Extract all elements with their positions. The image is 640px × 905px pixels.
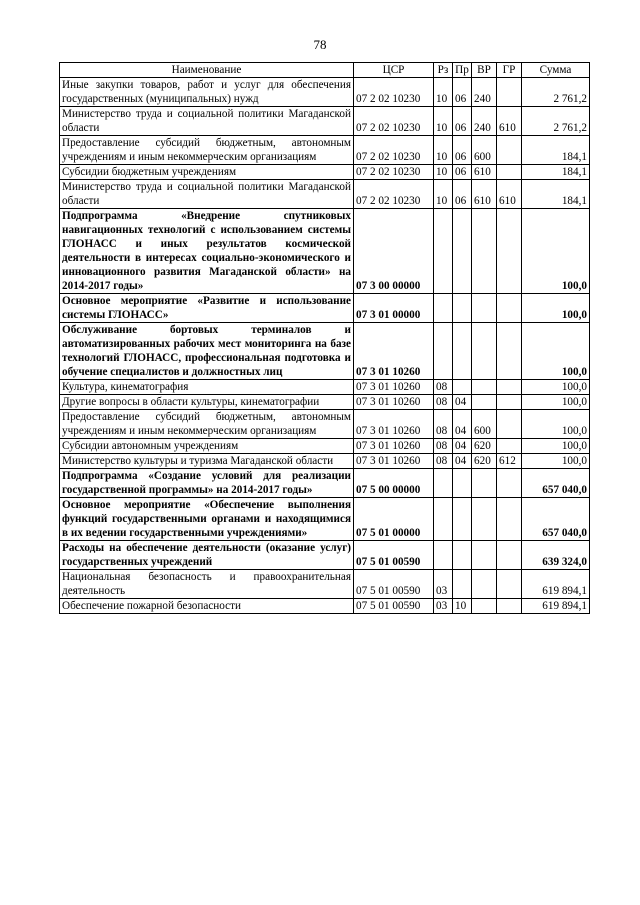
cell-rz: 03 <box>434 570 453 599</box>
cell-gr <box>497 323 522 380</box>
cell-name: Министерство труда и социальной политики Магаданской области <box>60 107 354 136</box>
cell-pr: 06 <box>453 136 472 165</box>
cell-csr: 07 3 01 10260 <box>354 380 434 395</box>
column-header-name: Наименование <box>60 63 354 78</box>
cell-pr <box>453 294 472 323</box>
cell-gr <box>497 469 522 498</box>
cell-name: Основное мероприятие «Обеспечение выполнения функций государственными органами и находящимися в их ведении государственными учреждениями» <box>60 498 354 541</box>
page-number: 78 <box>313 37 327 52</box>
column-header-gr: ГР <box>497 63 522 78</box>
cell-gr <box>497 498 522 541</box>
cell-csr: 07 2 02 10230 <box>354 78 434 107</box>
cell-name: Министерство труда и социальной политики Магаданской области <box>60 180 354 209</box>
cell-vr <box>472 395 497 410</box>
table-row <box>60 454 590 469</box>
table-row <box>60 107 590 136</box>
cell-gr <box>497 541 522 570</box>
cell-sum: 100,0 <box>522 395 590 410</box>
cell-name: Иные закупки товаров, работ и услуг для обеспечения государственных (муниципальных) нужд <box>60 78 354 107</box>
cell-rz: 10 <box>434 107 453 136</box>
cell-csr: 07 3 01 10260 <box>354 439 434 454</box>
cell-csr: 07 2 02 10230 <box>354 180 434 209</box>
budget-table <box>59 62 590 614</box>
column-header-rz: Рз <box>434 63 453 78</box>
table-row <box>60 541 590 570</box>
cell-gr <box>497 78 522 107</box>
cell-sum: 100,0 <box>522 209 590 294</box>
cell-csr: 07 2 02 10230 <box>354 136 434 165</box>
cell-vr: 240 <box>472 78 497 107</box>
cell-gr <box>497 570 522 599</box>
cell-rz <box>434 294 453 323</box>
cell-name: Расходы на обеспечение деятельности (оказание услуг) государственных учреждений <box>60 541 354 570</box>
cell-rz: 08 <box>434 410 453 439</box>
cell-rz: 08 <box>434 395 453 410</box>
table-row <box>60 136 590 165</box>
cell-rz: 08 <box>434 454 453 469</box>
cell-gr: 610 <box>497 180 522 209</box>
cell-name: Подпрограмма «Создание условий для реализации государственной программы» на 2014-2017 годы» <box>60 469 354 498</box>
cell-pr: 04 <box>453 439 472 454</box>
cell-gr: 612 <box>497 454 522 469</box>
cell-gr <box>497 209 522 294</box>
cell-sum: 100,0 <box>522 454 590 469</box>
cell-pr: 04 <box>453 454 472 469</box>
column-header-pr: Пр <box>453 63 472 78</box>
table-row <box>60 180 590 209</box>
cell-sum: 100,0 <box>522 410 590 439</box>
cell-gr <box>497 395 522 410</box>
cell-csr: 07 3 01 10260 <box>354 410 434 439</box>
cell-rz: 08 <box>434 380 453 395</box>
cell-vr: 610 <box>472 165 497 180</box>
cell-csr: 07 5 01 00590 <box>354 570 434 599</box>
column-header-csr: ЦСР <box>354 63 434 78</box>
table-row <box>60 469 590 498</box>
cell-vr: 610 <box>472 180 497 209</box>
cell-pr: 06 <box>453 180 472 209</box>
cell-pr: 04 <box>453 410 472 439</box>
cell-pr <box>453 380 472 395</box>
cell-name: Подпрограмма «Внедрение спутниковых навигационных технологий с использованием системы ГЛОНАСС и иных результатов космической деятельности в интересах социально-экономического и инновационного развития Магаданской области» на 2014-2017 годы» <box>60 209 354 294</box>
table-row <box>60 439 590 454</box>
cell-sum: 184,1 <box>522 165 590 180</box>
cell-name: Субсидии автономным учреждениям <box>60 439 354 454</box>
cell-csr: 07 3 00 00000 <box>354 209 434 294</box>
cell-csr: 07 3 01 10260 <box>354 454 434 469</box>
cell-gr <box>497 136 522 165</box>
cell-name: Основное мероприятие «Развитие и использование системы ГЛОНАСС» <box>60 294 354 323</box>
cell-csr: 07 5 01 00590 <box>354 541 434 570</box>
cell-rz: 08 <box>434 439 453 454</box>
cell-rz <box>434 498 453 541</box>
cell-sum: 657 040,0 <box>522 469 590 498</box>
cell-name: Субсидии бюджетным учреждениям <box>60 165 354 180</box>
table-row <box>60 410 590 439</box>
cell-name: Предоставление субсидий бюджетным, автономным учреждениям и иным некоммерческим организациям <box>60 410 354 439</box>
table-row <box>60 209 590 294</box>
table-row <box>60 165 590 180</box>
cell-pr: 06 <box>453 78 472 107</box>
cell-pr: 10 <box>453 599 472 614</box>
cell-rz: 03 <box>434 599 453 614</box>
cell-vr <box>472 294 497 323</box>
cell-pr: 06 <box>453 107 472 136</box>
cell-rz: 10 <box>434 180 453 209</box>
cell-sum: 100,0 <box>522 294 590 323</box>
cell-pr <box>453 469 472 498</box>
cell-vr: 620 <box>472 454 497 469</box>
cell-vr <box>472 541 497 570</box>
cell-pr <box>453 209 472 294</box>
cell-sum: 100,0 <box>522 439 590 454</box>
cell-gr <box>497 294 522 323</box>
cell-name: Обслуживание бортовых терминалов и автоматизированных рабочих мест мониторинга на базе технологий ГЛОНАСС, профессиональная подготовка и обучение специалистов и должностных лиц <box>60 323 354 380</box>
cell-csr: 07 3 01 00000 <box>354 294 434 323</box>
cell-sum: 619 894,1 <box>522 570 590 599</box>
cell-csr: 07 5 01 00590 <box>354 599 434 614</box>
cell-csr: 07 2 02 10230 <box>354 165 434 180</box>
cell-name: Обеспечение пожарной безопасности <box>60 599 354 614</box>
cell-gr <box>497 380 522 395</box>
cell-rz: 10 <box>434 78 453 107</box>
cell-name: Другие вопросы в области культуры, кинематографии <box>60 395 354 410</box>
cell-gr <box>497 439 522 454</box>
cell-name: Национальная безопасность и правоохранительная деятельность <box>60 570 354 599</box>
cell-csr: 07 5 00 00000 <box>354 469 434 498</box>
table-header-row <box>60 63 590 78</box>
cell-vr <box>472 380 497 395</box>
cell-sum: 184,1 <box>522 136 590 165</box>
cell-vr: 620 <box>472 439 497 454</box>
cell-vr <box>472 599 497 614</box>
cell-sum: 2 761,2 <box>522 107 590 136</box>
cell-vr: 600 <box>472 136 497 165</box>
cell-gr <box>497 599 522 614</box>
table-row <box>60 395 590 410</box>
cell-vr <box>472 209 497 294</box>
cell-gr <box>497 165 522 180</box>
cell-name: Культура, кинематография <box>60 380 354 395</box>
cell-sum: 184,1 <box>522 180 590 209</box>
cell-pr: 06 <box>453 165 472 180</box>
cell-csr: 07 2 02 10230 <box>354 107 434 136</box>
table-row <box>60 498 590 541</box>
cell-rz <box>434 323 453 380</box>
cell-csr: 07 3 01 10260 <box>354 395 434 410</box>
cell-sum: 100,0 <box>522 323 590 380</box>
table-row <box>60 570 590 599</box>
cell-sum: 657 040,0 <box>522 498 590 541</box>
table-row <box>60 323 590 380</box>
cell-name: Министерство культуры и туризма Магаданской области <box>60 454 354 469</box>
table-row <box>60 380 590 395</box>
cell-pr <box>453 498 472 541</box>
cell-sum: 619 894,1 <box>522 599 590 614</box>
cell-rz: 10 <box>434 136 453 165</box>
cell-vr <box>472 570 497 599</box>
table-row <box>60 78 590 107</box>
cell-sum: 100,0 <box>522 380 590 395</box>
cell-sum: 639 324,0 <box>522 541 590 570</box>
table-row <box>60 294 590 323</box>
cell-vr <box>472 323 497 380</box>
cell-vr <box>472 469 497 498</box>
cell-pr <box>453 323 472 380</box>
cell-csr: 07 5 01 00000 <box>354 498 434 541</box>
cell-vr: 600 <box>472 410 497 439</box>
cell-vr: 240 <box>472 107 497 136</box>
cell-gr: 610 <box>497 107 522 136</box>
cell-pr: 04 <box>453 395 472 410</box>
cell-rz: 10 <box>434 165 453 180</box>
cell-pr <box>453 570 472 599</box>
column-header-sum: Сумма <box>522 63 590 78</box>
cell-pr <box>453 541 472 570</box>
cell-rz <box>434 209 453 294</box>
cell-rz <box>434 541 453 570</box>
cell-gr <box>497 410 522 439</box>
cell-rz <box>434 469 453 498</box>
cell-sum: 2 761,2 <box>522 78 590 107</box>
cell-name: Предоставление субсидий бюджетным, автономным учреждениям и иным некоммерческим организациям <box>60 136 354 165</box>
cell-vr <box>472 498 497 541</box>
cell-csr: 07 3 01 10260 <box>354 323 434 380</box>
column-header-vr: ВР <box>472 63 497 78</box>
table-row <box>60 599 590 614</box>
